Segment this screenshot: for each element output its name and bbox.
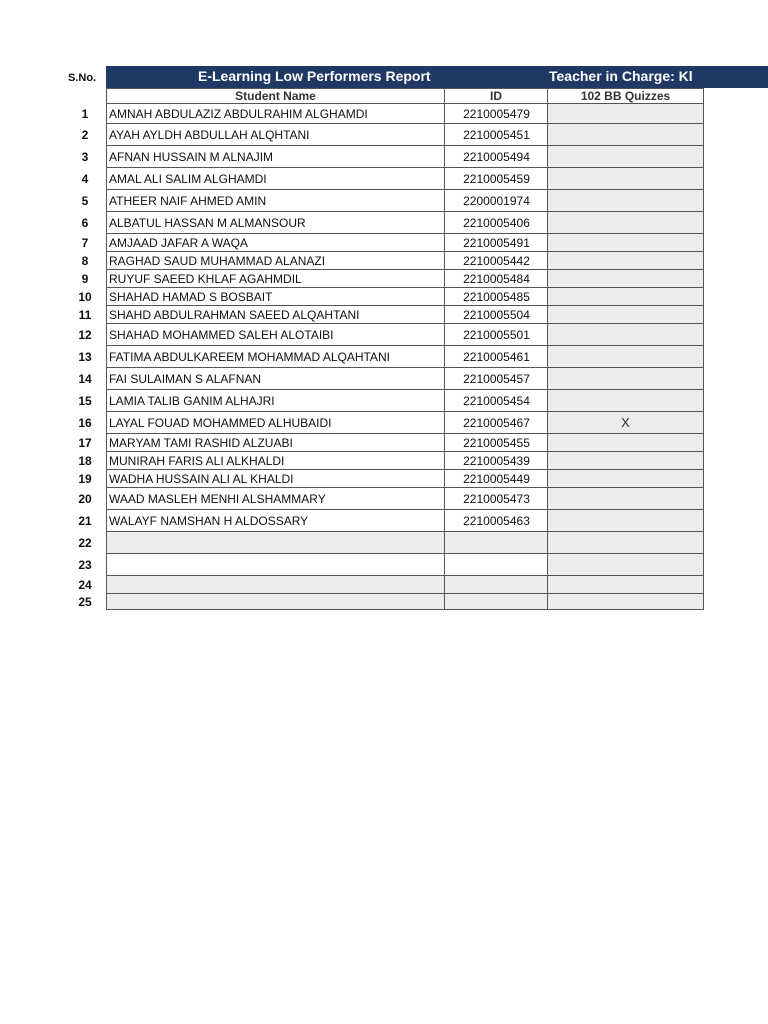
quiz-status-cell[interactable] (547, 434, 704, 452)
quiz-status-cell[interactable] (547, 510, 704, 532)
student-name-cell[interactable] (106, 594, 445, 610)
column-header-id[interactable]: ID (444, 88, 548, 104)
row-number: 10 (78, 290, 92, 304)
quiz-status-cell[interactable] (547, 470, 704, 488)
quiz-status-cell[interactable] (547, 104, 704, 124)
sno-column-label: S.No. (68, 72, 97, 84)
student-id-cell[interactable]: 2210005479 (444, 104, 548, 124)
student-name-cell[interactable]: MARYAM TAMI RASHID ALZUABI (106, 434, 445, 452)
table-row (0, 146, 768, 168)
row-number: 21 (78, 514, 92, 528)
table-row (0, 288, 768, 306)
row-number: 16 (78, 416, 92, 430)
table-row (0, 270, 768, 288)
table-row (0, 124, 768, 146)
student-id-cell[interactable]: 2210005504 (444, 306, 548, 324)
row-number: 9 (81, 272, 89, 286)
quiz-status-cell[interactable] (547, 452, 704, 470)
row-number: 22 (78, 536, 92, 550)
student-id-cell[interactable] (444, 576, 548, 594)
row-number: 1 (81, 107, 89, 121)
quiz-status-cell[interactable] (547, 234, 704, 252)
column-header-quizzes[interactable]: 102 BB Quizzes (547, 88, 704, 104)
student-id-cell[interactable]: 2210005439 (444, 452, 548, 470)
row-number: 5 (81, 194, 89, 208)
row-number: 4 (81, 172, 89, 186)
quiz-status-cell[interactable] (547, 190, 704, 212)
quiz-status-cell[interactable]: X (547, 412, 704, 434)
row-number: 20 (78, 492, 92, 506)
quiz-status-cell[interactable] (547, 390, 704, 412)
table-row (0, 306, 768, 324)
student-id-cell[interactable]: 2210005459 (444, 168, 548, 190)
table-row (0, 434, 768, 452)
row-number: 24 (78, 578, 92, 592)
table-row (0, 576, 768, 594)
quiz-status-cell[interactable] (547, 252, 704, 270)
row-number: 15 (78, 394, 92, 408)
student-name-cell[interactable] (106, 554, 445, 576)
student-id-cell[interactable] (444, 554, 548, 576)
student-id-cell[interactable]: 2200001974 (444, 190, 548, 212)
row-number: 12 (78, 328, 92, 342)
table-row (0, 234, 768, 252)
quiz-status-cell[interactable] (547, 288, 704, 306)
quiz-status-cell[interactable] (547, 324, 704, 346)
student-id-cell[interactable]: 2210005457 (444, 368, 548, 390)
student-name-cell[interactable]: AMAL ALI SALIM ALGHAMDI (106, 168, 445, 190)
student-id-cell[interactable]: 2210005455 (444, 434, 548, 452)
student-id-cell[interactable]: 2210005494 (444, 146, 548, 168)
report-title: E-Learning Low Performers Report (198, 68, 431, 84)
row-number: 6 (81, 216, 89, 230)
student-name-cell[interactable]: AYAH AYLDH ABDULLAH ALQHTANI (106, 124, 445, 146)
student-id-cell[interactable]: 2210005461 (444, 346, 548, 368)
table-row (0, 368, 768, 390)
quiz-status-cell[interactable] (547, 212, 704, 234)
student-name-cell[interactable]: FAI SULAIMAN S ALAFNAN (106, 368, 445, 390)
student-id-cell[interactable]: 2210005451 (444, 124, 548, 146)
student-name-cell[interactable]: WALAYF NAMSHAN H ALDOSSARY (106, 510, 445, 532)
quiz-status-cell[interactable] (547, 306, 704, 324)
student-id-cell[interactable]: 2210005406 (444, 212, 548, 234)
table-row (0, 510, 768, 532)
table-row (0, 470, 768, 488)
student-name-cell[interactable]: MUNIRAH FARIS ALI ALKHALDI (106, 452, 445, 470)
student-id-cell[interactable]: 2210005454 (444, 390, 548, 412)
table-row (0, 104, 768, 124)
student-id-cell[interactable]: 2210005485 (444, 288, 548, 306)
student-name-cell[interactable] (106, 576, 445, 594)
row-number: 13 (78, 350, 92, 364)
student-name-cell[interactable]: WADHA HUSSAIN ALI AL KHALDI (106, 470, 445, 488)
row-number: 8 (81, 254, 89, 268)
table-row (0, 212, 768, 234)
table-row (0, 532, 768, 554)
quiz-status-cell[interactable] (547, 532, 704, 554)
table-row (0, 190, 768, 212)
student-name-cell[interactable]: SHAHD ABDULRAHMAN SAEED ALQAHTANI (106, 306, 445, 324)
quiz-status-cell[interactable] (547, 146, 704, 168)
column-header-student-name[interactable]: Student Name (106, 88, 445, 104)
student-table-body (0, 104, 768, 610)
student-name-cell[interactable]: SHAHAD HAMAD S BOSBAIT (106, 288, 445, 306)
quiz-status-cell[interactable] (547, 488, 704, 510)
student-id-cell[interactable]: 2210005442 (444, 252, 548, 270)
student-id-cell[interactable] (444, 594, 548, 610)
table-row (0, 412, 768, 434)
table-row (0, 324, 768, 346)
student-id-cell[interactable]: 2210005467 (444, 412, 548, 434)
row-number: 11 (78, 308, 92, 322)
quiz-status-cell[interactable] (547, 124, 704, 146)
student-id-cell[interactable]: 2210005473 (444, 488, 548, 510)
row-number: 23 (78, 558, 92, 572)
student-name-cell[interactable]: LAMIA TALIB GANIM ALHAJRI (106, 390, 445, 412)
quiz-status-cell[interactable] (547, 576, 704, 594)
student-id-cell[interactable]: 2210005501 (444, 324, 548, 346)
student-name-cell[interactable]: LAYAL FOUAD MOHAMMED ALHUBAIDI (106, 412, 445, 434)
row-number: 2 (81, 128, 89, 142)
quiz-status-cell[interactable] (547, 594, 704, 610)
row-number: 19 (78, 472, 92, 486)
table-row (0, 554, 768, 576)
student-name-cell[interactable]: AMJAAD JAFAR A WAQA (106, 234, 445, 252)
student-id-cell[interactable]: 2210005463 (444, 510, 548, 532)
student-id-cell[interactable]: 2210005484 (444, 270, 548, 288)
student-name-cell[interactable]: SHAHAD MOHAMMED SALEH ALOTAIBI (106, 324, 445, 346)
student-name-cell[interactable]: ATHEER NAIF AHMED AMIN (106, 190, 445, 212)
quiz-status-cell[interactable] (547, 270, 704, 288)
student-name-cell[interactable]: AMNAH ABDULAZIZ ABDULRAHIM ALGHAMDI (106, 104, 445, 124)
quiz-status-cell[interactable] (547, 368, 704, 390)
student-id-cell[interactable]: 2210005449 (444, 470, 548, 488)
teacher-in-charge: Teacher in Charge: Kl (549, 68, 693, 84)
quiz-status-cell[interactable] (547, 346, 704, 368)
table-row (0, 594, 768, 610)
student-name-cell[interactable] (106, 532, 445, 554)
row-number: 25 (78, 595, 92, 609)
student-name-cell[interactable]: FATIMA ABDULKAREEM MOHAMMAD ALQAHTANI (106, 346, 445, 368)
student-name-cell[interactable]: RUYUF SAEED KHLAF AGAHMDIL (106, 270, 445, 288)
student-id-cell[interactable]: 2210005491 (444, 234, 548, 252)
row-number: 3 (81, 150, 89, 164)
row-number: 18 (78, 454, 92, 468)
quiz-status-cell[interactable] (547, 554, 704, 576)
table-row (0, 252, 768, 270)
student-name-cell[interactable]: AFNAN HUSSAIN M ALNAJIM (106, 146, 445, 168)
table-row (0, 488, 768, 510)
student-name-cell[interactable]: ALBATUL HASSAN M ALMANSOUR (106, 212, 445, 234)
quiz-status-cell[interactable] (547, 168, 704, 190)
table-row (0, 452, 768, 470)
row-number: 14 (78, 372, 92, 386)
student-name-cell[interactable]: RAGHAD SAUD MUHAMMAD ALANAZI (106, 252, 445, 270)
table-row (0, 390, 768, 412)
table-row (0, 168, 768, 190)
student-name-cell[interactable]: WAAD MASLEH MENHI ALSHAMMARY (106, 488, 445, 510)
table-row (0, 346, 768, 368)
report-title-bar (106, 66, 768, 88)
row-number: 17 (78, 436, 92, 450)
student-id-cell[interactable] (444, 532, 548, 554)
row-number: 7 (81, 236, 89, 250)
